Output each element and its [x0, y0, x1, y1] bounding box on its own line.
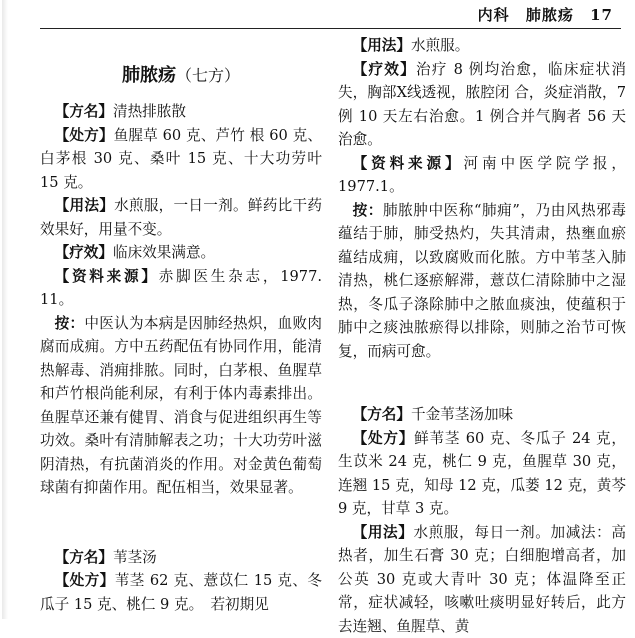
entry-note-1: 按：中医认为本病是因肺经热炽，血败肉腐而成痈。方中五药配伍有协同作用，能清热解毒、消痈排脓。同时，白茅根、鱼腥草和芦竹根尚能利尿，有利于体内毒素排出。鱼腥草还兼有健胃、消食与促进组织再生等功效。桑叶有清肺解表之功；十大功劳叶滋阴清热，有抗菌消炎的作用。对金黄色葡萄球菌有抑菌作用。配伍相当，效果显著。: [40, 312, 322, 500]
title-sub: （七方）: [176, 66, 240, 85]
entry-usage-1: 【用法】水煎服，一日一剂。鲜药比干药效果好，用量不变。: [40, 194, 322, 241]
entry-name-3: 【方名】千金苇茎汤加味: [338, 403, 626, 427]
header-topic: 肺脓疡: [526, 6, 574, 24]
entry-note-2: 按：肺脓肿中医称“肺痈”，乃由风热邪毒蕴结于肺，肺受热灼，失其清肃，热壅血瘀蕴结成痈，以致腐败而化脓。方中苇茎入肺清热，桃仁逐瘀解滞，薏苡仁清除肺中之湿热，冬瓜子涤除肺中之脓血痰浊，使蕴积于肺中之痰浊脓瘀得以排除，则肺之治节可恢复，而病可愈。: [338, 199, 626, 364]
entry-usage-2: 【用法】水煎服。: [338, 34, 626, 58]
page-spine-shadow: [2, 0, 8, 619]
left-column: [40, 34, 322, 616]
page-number: 17: [590, 6, 613, 24]
running-header: [468, 4, 613, 25]
header-rule: [40, 28, 621, 29]
section-spacer: [338, 363, 626, 403]
section-spacer: [40, 500, 322, 546]
title-main: 肺脓疡: [122, 65, 176, 86]
header-section: 内科: [478, 6, 510, 24]
right-column: [338, 34, 626, 638]
entry-source-1: 【资料来源】赤脚医生杂志，1977. 11。: [40, 265, 322, 312]
entry-prescription-3: 【处方】鲜苇茎 60 克、冬瓜子 24 克，生苡米 24 克，桃仁 9 克，鱼腥草 30 克，连翘 15 克，知母 12 克，瓜蒌 12 克，黄芩 9 克，甘草 3 克。: [338, 427, 626, 521]
entry-efficacy-2: 【疗效】治疗 8 例均治愈，临床症状消失，胸部X线透视，脓腔闭 合，炎症消散，7 例 10 天左右治愈。1 例合并气胸者 56 天治愈。: [338, 58, 626, 152]
entry-usage-3: 【用法】水煎服，每日一剂。加减法：高热者，加生石膏 30 克；白细胞增高者，加公英 30 克或大青叶 30 克；体温降至正常，症状减轻，咳嗽吐痰明显好转后，此方去连翘、鱼腥草、黄: [338, 521, 626, 638]
entry-prescription-2: 【处方】苇茎 62 克、薏苡仁 15 克、冬瓜子 15 克、桃仁 9 克。 若初期见: [40, 569, 322, 616]
entry-name-1: 【方名】清热排脓散: [40, 100, 322, 124]
entry-prescription-1: 【处方】鱼腥草 60 克、芦竹 根 60 克、白茅根 30 克、桑叶 15 克、十大功劳叶 15 克。: [40, 124, 322, 195]
entry-name-2: 【方名】苇茎汤: [40, 546, 322, 570]
entry-efficacy-1: 【疗效】临床效果满意。: [40, 241, 322, 265]
chapter-title: [40, 62, 322, 90]
entry-source-2: 【资料来源】河南中医学院学报，1977.1。: [338, 152, 626, 199]
